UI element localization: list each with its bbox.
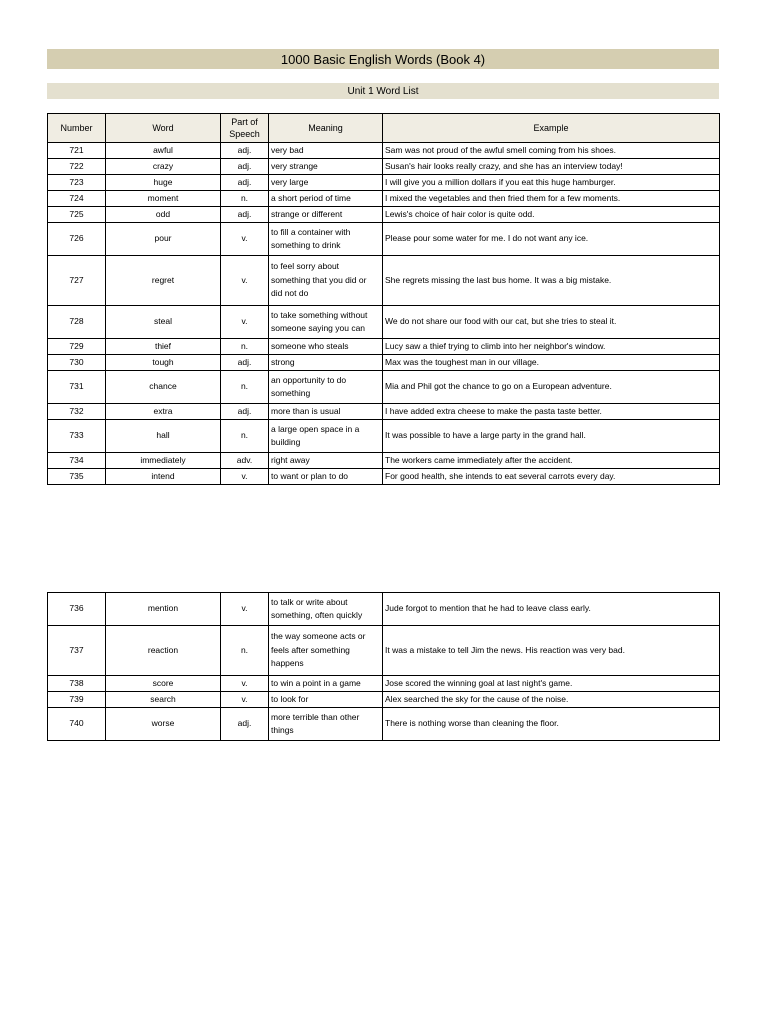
- word-cell: mention: [106, 593, 221, 626]
- word-cell: pour: [106, 223, 221, 256]
- word-number: 732: [48, 404, 106, 420]
- word-number: 726: [48, 223, 106, 256]
- example-cell: Lewis's choice of hair color is quite odd.: [383, 207, 720, 223]
- example-cell: Lucy saw a thief trying to climb into her neighbor's window.: [383, 339, 720, 355]
- part-of-speech-cell: n.: [221, 339, 269, 355]
- part-of-speech-cell: v.: [221, 256, 269, 306]
- meaning-cell: an opportunity to do something: [269, 371, 383, 404]
- meaning-cell: to look for: [269, 692, 383, 708]
- word-number: 736: [48, 593, 106, 626]
- meaning-cell: to fill a container with something to drink: [269, 223, 383, 256]
- header-meaning: Meaning: [269, 114, 383, 143]
- table-row: [48, 708, 720, 741]
- meaning-cell: very large: [269, 175, 383, 191]
- word-cell: crazy: [106, 159, 221, 175]
- word-cell: thief: [106, 339, 221, 355]
- table-row: [48, 355, 720, 371]
- word-number: 738: [48, 676, 106, 692]
- part-of-speech-cell: v.: [221, 692, 269, 708]
- meaning-cell: to feel sorry about something that you did or did not do: [269, 256, 383, 306]
- meaning-cell: a short period of time: [269, 191, 383, 207]
- table-row: [48, 256, 720, 306]
- word-cell: tough: [106, 355, 221, 371]
- meaning-cell: strong: [269, 355, 383, 371]
- word-cell: odd: [106, 207, 221, 223]
- table-row: [48, 191, 720, 207]
- part-of-speech-cell: n.: [221, 420, 269, 453]
- word-cell: regret: [106, 256, 221, 306]
- word-number: 723: [48, 175, 106, 191]
- part-of-speech-cell: v.: [221, 306, 269, 339]
- word-list-body-continued: [48, 593, 720, 741]
- word-number: 724: [48, 191, 106, 207]
- header-number: Number: [48, 114, 106, 143]
- word-number: 727: [48, 256, 106, 306]
- meaning-cell: to take something without someone saying you can: [269, 306, 383, 339]
- header-part-of-speech: Part of Speech: [221, 114, 269, 143]
- word-number: 734: [48, 453, 106, 469]
- word-number: 729: [48, 339, 106, 355]
- example-cell: She regrets missing the last bus home. It was a big mistake.: [383, 256, 720, 306]
- meaning-cell: to win a point in a game: [269, 676, 383, 692]
- word-cell: moment: [106, 191, 221, 207]
- meaning-cell: very bad: [269, 143, 383, 159]
- meaning-cell: the way someone acts or feels after something happens: [269, 626, 383, 676]
- word-number: 731: [48, 371, 106, 404]
- word-cell: chance: [106, 371, 221, 404]
- table-row: [48, 420, 720, 453]
- word-cell: awful: [106, 143, 221, 159]
- document-title: 1000 Basic English Words (Book 4): [47, 49, 719, 69]
- part-of-speech-cell: adj.: [221, 708, 269, 741]
- table-row: [48, 404, 720, 420]
- example-cell: The workers came immediately after the accident.: [383, 453, 720, 469]
- word-number: 730: [48, 355, 106, 371]
- word-list-table: [47, 113, 720, 485]
- word-cell: immediately: [106, 453, 221, 469]
- word-number: 725: [48, 207, 106, 223]
- meaning-cell: to talk or write about something, often quickly: [269, 593, 383, 626]
- word-cell: huge: [106, 175, 221, 191]
- word-cell: extra: [106, 404, 221, 420]
- table-row: [48, 159, 720, 175]
- word-cell: hall: [106, 420, 221, 453]
- word-number: 737: [48, 626, 106, 676]
- part-of-speech-cell: adj.: [221, 207, 269, 223]
- word-cell: score: [106, 676, 221, 692]
- example-cell: Sam was not proud of the awful smell coming from his shoes.: [383, 143, 720, 159]
- part-of-speech-cell: v.: [221, 223, 269, 256]
- table-row: [48, 676, 720, 692]
- table-row: [48, 692, 720, 708]
- example-cell: It was a mistake to tell Jim the news. His reaction was very bad.: [383, 626, 720, 676]
- part-of-speech-cell: v.: [221, 676, 269, 692]
- word-number: 722: [48, 159, 106, 175]
- example-cell: Mia and Phil got the chance to go on a European adventure.: [383, 371, 720, 404]
- word-number: 739: [48, 692, 106, 708]
- word-cell: reaction: [106, 626, 221, 676]
- part-of-speech-cell: v.: [221, 469, 269, 485]
- word-cell: worse: [106, 708, 221, 741]
- word-number: 733: [48, 420, 106, 453]
- example-cell: Please pour some water for me. I do not want any ice.: [383, 223, 720, 256]
- table-header-row: [48, 114, 720, 143]
- example-cell: For good health, she intends to eat several carrots every day.: [383, 469, 720, 485]
- part-of-speech-cell: n.: [221, 371, 269, 404]
- table-row: [48, 339, 720, 355]
- word-list-table-continued: [47, 592, 720, 741]
- meaning-cell: to want or plan to do: [269, 469, 383, 485]
- example-cell: Jose scored the winning goal at last night's game.: [383, 676, 720, 692]
- word-list-body: [48, 143, 720, 485]
- table-row: [48, 469, 720, 485]
- meaning-cell: more than is usual: [269, 404, 383, 420]
- table-row: [48, 223, 720, 256]
- part-of-speech-cell: adv.: [221, 453, 269, 469]
- table-row: [48, 143, 720, 159]
- part-of-speech-cell: adj.: [221, 355, 269, 371]
- meaning-cell: strange or different: [269, 207, 383, 223]
- part-of-speech-cell: n.: [221, 626, 269, 676]
- header-word: Word: [106, 114, 221, 143]
- example-cell: It was possible to have a large party in the grand hall.: [383, 420, 720, 453]
- part-of-speech-cell: v.: [221, 593, 269, 626]
- unit-subtitle: Unit 1 Word List: [47, 83, 719, 99]
- example-cell: I will give you a million dollars if you eat this huge hamburger.: [383, 175, 720, 191]
- table-row: [48, 306, 720, 339]
- example-cell: Max was the toughest man in our village.: [383, 355, 720, 371]
- table-row: [48, 371, 720, 404]
- example-cell: Susan's hair looks really crazy, and she has an interview today!: [383, 159, 720, 175]
- word-number: 728: [48, 306, 106, 339]
- table-row: [48, 207, 720, 223]
- word-cell: search: [106, 692, 221, 708]
- table-row: [48, 626, 720, 676]
- table-row: [48, 175, 720, 191]
- example-cell: I have added extra cheese to make the pasta taste better.: [383, 404, 720, 420]
- table-row: [48, 593, 720, 626]
- word-number: 740: [48, 708, 106, 741]
- part-of-speech-cell: adj.: [221, 159, 269, 175]
- part-of-speech-cell: adj.: [221, 175, 269, 191]
- meaning-cell: right away: [269, 453, 383, 469]
- meaning-cell: more terrible than other things: [269, 708, 383, 741]
- example-cell: There is nothing worse than cleaning the floor.: [383, 708, 720, 741]
- part-of-speech-cell: adj.: [221, 143, 269, 159]
- table-row: [48, 453, 720, 469]
- word-number: 721: [48, 143, 106, 159]
- meaning-cell: someone who steals: [269, 339, 383, 355]
- word-cell: intend: [106, 469, 221, 485]
- example-cell: I mixed the vegetables and then fried them for a few moments.: [383, 191, 720, 207]
- header-example: Example: [383, 114, 720, 143]
- meaning-cell: a large open space in a building: [269, 420, 383, 453]
- part-of-speech-cell: n.: [221, 191, 269, 207]
- example-cell: We do not share our food with our cat, but she tries to steal it.: [383, 306, 720, 339]
- word-cell: steal: [106, 306, 221, 339]
- example-cell: Alex searched the sky for the cause of the noise.: [383, 692, 720, 708]
- meaning-cell: very strange: [269, 159, 383, 175]
- word-number: 735: [48, 469, 106, 485]
- part-of-speech-cell: adj.: [221, 404, 269, 420]
- example-cell: Jude forgot to mention that he had to leave class early.: [383, 593, 720, 626]
